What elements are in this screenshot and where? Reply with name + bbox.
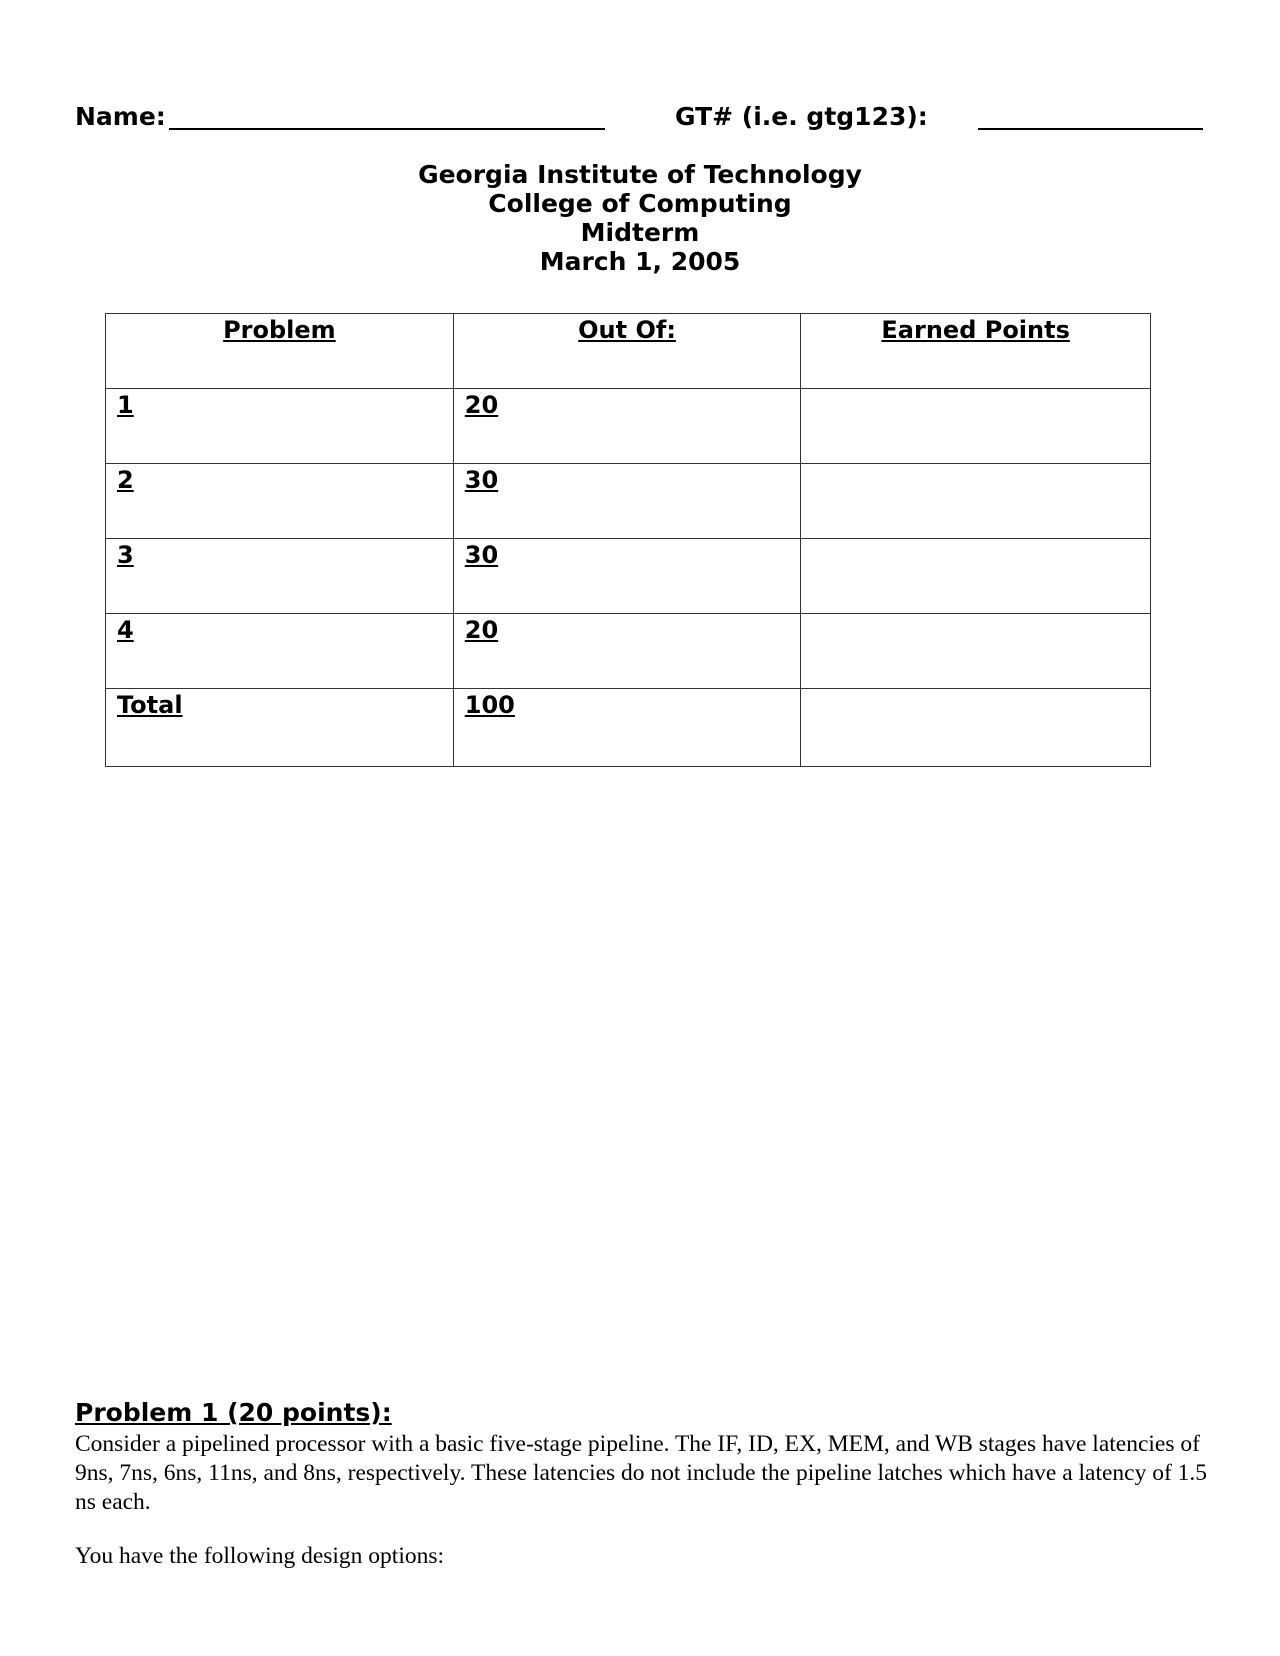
score-table: [105, 313, 1151, 767]
earned-points-cell[interactable]: [801, 389, 1151, 464]
problem-1-body: Consider a pipelined processor with a basic five-stage pipeline. The IF, ID, EX, MEM, and WB stages have latencies of 9ns, 7ns, 6ns, 11ns, and 8ns, respectively. These latencies do not include the pipeline latches which have a latency of 1.5 ns each.: [75, 1431, 1208, 1515]
table-row: [106, 539, 1151, 614]
name-blank-line[interactable]: [169, 128, 605, 130]
total-label-cell: Total: [106, 689, 454, 767]
out-of-cell: 30: [453, 464, 801, 539]
table-row: [106, 389, 1151, 464]
problem-number-cell: 2: [106, 464, 454, 539]
earned-points-cell[interactable]: [801, 614, 1151, 689]
student-info-header: [75, 100, 1205, 134]
header-earned-points: Earned Points: [801, 314, 1151, 389]
out-of-cell: 20: [453, 614, 801, 689]
table-row: [106, 464, 1151, 539]
out-of-cell: 30: [453, 539, 801, 614]
gt-number-label: GT# (i.e. gtg123):: [675, 102, 928, 131]
total-earned-cell[interactable]: [801, 689, 1151, 767]
header-out-of: Out Of:: [453, 314, 801, 389]
header-problem: Problem: [106, 314, 454, 389]
score-table-header-row: [106, 314, 1151, 389]
total-out-of-cell: 100: [453, 689, 801, 767]
exam-date: March 1, 2005: [539, 247, 741, 276]
problem-1-heading: Problem 1 (20 points):: [75, 1398, 392, 1427]
out-of-cell: 20: [453, 389, 801, 464]
problem-number-cell: 4: [106, 614, 454, 689]
design-options-intro: You have the following design options:: [75, 1543, 445, 1569]
problem-number-cell: 1: [106, 389, 454, 464]
table-row: [106, 614, 1151, 689]
exam-title-block: [0, 160, 1280, 276]
problem-number-cell: 3: [106, 539, 454, 614]
institution-name: Georgia Institute of Technology: [418, 160, 862, 189]
total-row: [106, 689, 1151, 767]
earned-points-cell[interactable]: [801, 539, 1151, 614]
earned-points-cell[interactable]: [801, 464, 1151, 539]
college-name: College of Computing: [488, 189, 792, 218]
gt-number-blank-line[interactable]: [978, 128, 1203, 130]
name-label: Name:: [75, 102, 166, 131]
exam-type: Midterm: [580, 218, 700, 247]
